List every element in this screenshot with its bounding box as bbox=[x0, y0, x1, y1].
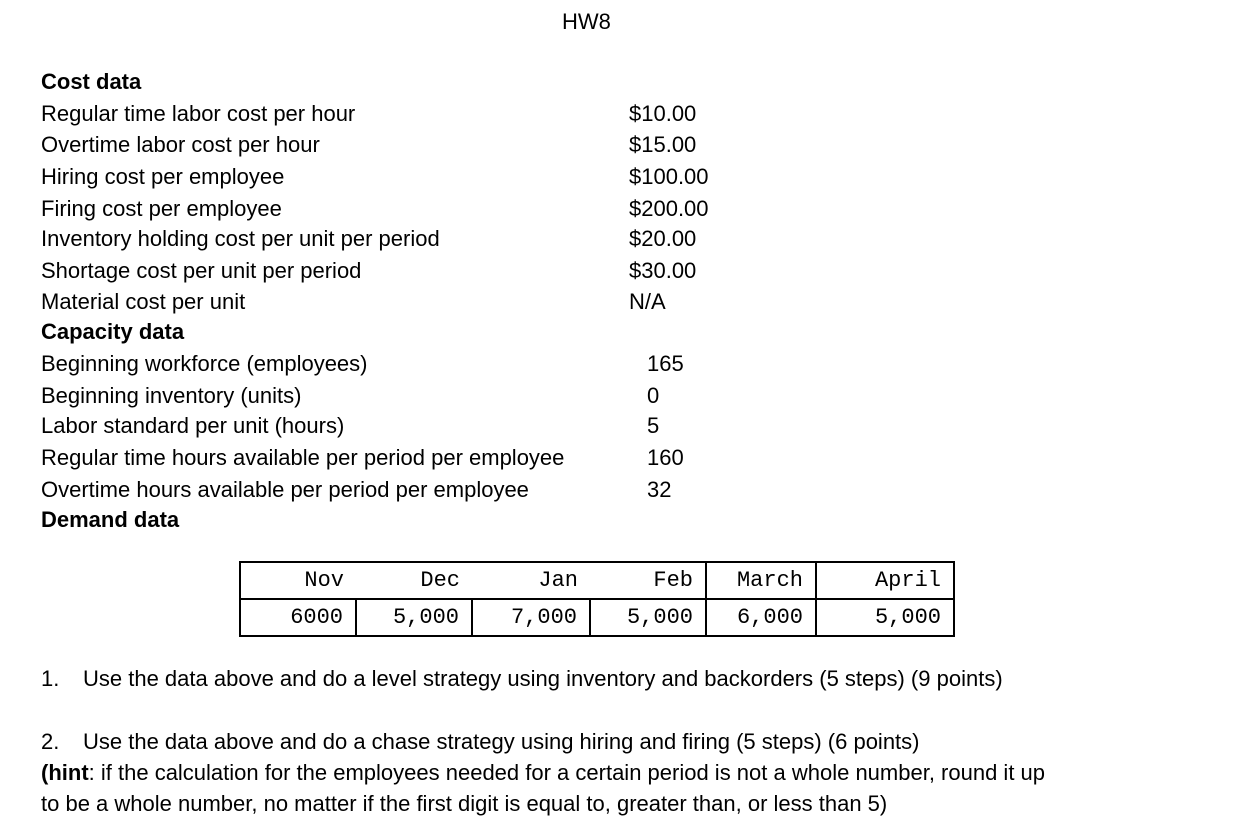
question-1-text: Use the data above and do a level strategy using inventory and backorders (5 steps) (9 points) bbox=[83, 666, 1003, 691]
cost-label-material: Material cost per unit bbox=[41, 289, 246, 314]
demand-cell: 5,000 bbox=[590, 599, 706, 636]
demand-table-value-row bbox=[240, 599, 954, 636]
demand-cell: 5,000 bbox=[816, 599, 954, 636]
capacity-value-regular-hours: 160 bbox=[647, 445, 684, 470]
cost-label-hiring: Hiring cost per employee bbox=[41, 164, 285, 189]
capacity-label-labor-standard: Labor standard per unit (hours) bbox=[41, 413, 345, 438]
month-cell: Jan bbox=[538, 568, 578, 593]
capacity-data-heading: Capacity data bbox=[41, 319, 185, 344]
question-2-number: 2. bbox=[41, 729, 60, 754]
demand-table bbox=[239, 561, 955, 637]
cost-label-overtime: Overtime labor cost per hour bbox=[41, 132, 320, 157]
page-title: HW8 bbox=[562, 9, 611, 34]
demand-cell: 5,000 bbox=[356, 599, 472, 636]
question-2-text: Use the data above and do a chase strategy using hiring and firing (5 steps) (6 points) bbox=[83, 729, 920, 754]
question-1 bbox=[41, 663, 1003, 694]
cost-value-material: N/A bbox=[629, 289, 666, 314]
cost-label-firing: Firing cost per employee bbox=[41, 196, 282, 221]
cost-value-regular-time: $10.00 bbox=[629, 101, 697, 126]
month-cell: Dec bbox=[420, 568, 460, 593]
hint-open-paren: ( bbox=[41, 760, 49, 785]
cost-value-overtime: $15.00 bbox=[629, 132, 697, 157]
cost-label-shortage: Shortage cost per unit per period bbox=[41, 258, 362, 283]
month-cell: Nov bbox=[304, 568, 344, 593]
month-cell: Feb bbox=[653, 568, 693, 593]
capacity-value-inventory: 0 bbox=[647, 383, 660, 408]
demand-cell: 6000 bbox=[240, 599, 356, 636]
cost-value-shortage: $30.00 bbox=[629, 258, 697, 283]
capacity-label-regular-hours: Regular time hours available per period per employee bbox=[41, 445, 565, 470]
question-1-number: 1. bbox=[41, 666, 60, 691]
cost-data-heading: Cost data bbox=[41, 69, 142, 94]
demand-cell: 6,000 bbox=[706, 599, 816, 636]
cost-value-firing: $200.00 bbox=[629, 196, 709, 221]
question-2 bbox=[41, 726, 1045, 819]
capacity-value-overtime-hours: 32 bbox=[647, 477, 672, 502]
capacity-label-inventory: Beginning inventory (units) bbox=[41, 383, 302, 408]
month-cell: March bbox=[706, 562, 816, 599]
demand-data-heading: Demand data bbox=[41, 507, 180, 532]
cost-label-regular-time: Regular time labor cost per hour bbox=[41, 101, 356, 126]
hint-text-line-2: to be a whole number, no matter if the first digit is equal to, greater than, or less than 5) bbox=[41, 791, 888, 816]
hint-text-line-1: : if the calculation for the employees needed for a certain period is not a whole number, round it up bbox=[88, 760, 1046, 785]
cost-value-hiring: $100.00 bbox=[629, 164, 709, 189]
hint-line-1 bbox=[41, 757, 1045, 788]
capacity-value-workforce: 165 bbox=[647, 351, 684, 376]
cost-value-inventory-holding: $20.00 bbox=[629, 226, 697, 251]
hint-word: hint bbox=[48, 760, 89, 785]
capacity-label-overtime-hours: Overtime hours available per period per employee bbox=[41, 477, 529, 502]
capacity-label-workforce: Beginning workforce (employees) bbox=[41, 351, 368, 376]
capacity-value-labor-standard: 5 bbox=[647, 413, 660, 438]
demand-table-header-row bbox=[240, 562, 954, 599]
month-cell: April bbox=[816, 562, 954, 599]
cost-label-inventory-holding: Inventory holding cost per unit per period bbox=[41, 226, 440, 251]
demand-cell: 7,000 bbox=[472, 599, 590, 636]
